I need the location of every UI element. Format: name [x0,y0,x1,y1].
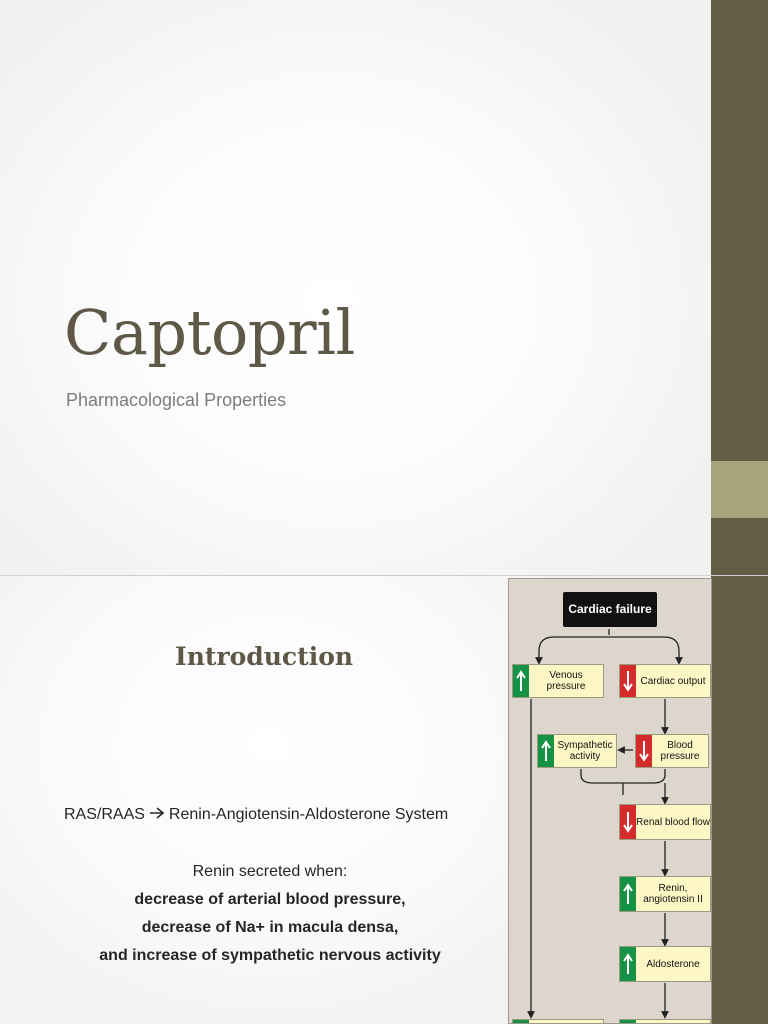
ras-full: Renin-Angiotensin-Aldosterone System [168,806,449,823]
renin-intro: Renin secreted when: [192,863,348,880]
introduction-slide [0,576,768,1024]
cardiac-failure-diagram [508,578,712,1024]
down-arrow-icon [620,665,636,697]
ras-abbrev: RAS/RAAS [64,806,145,823]
condition-item: decrease of arterial blood pressure, [134,891,406,908]
sidebar-band [711,576,768,1024]
up-arrow-icon [513,1020,529,1024]
down-arrow-icon [620,805,636,839]
sympathetic-activity-node: Sympathetic activity [537,734,617,768]
up-arrow-icon [620,947,636,981]
venous-pressure-node: Venous pressure [512,664,604,698]
up-arrow-icon [620,877,636,911]
slide-subtitle: Pharmacological Properties [66,390,287,410]
slide-heading: Introduction [175,642,354,671]
right-arrow-icon [149,806,165,824]
sidebar-accent-block [711,461,768,518]
blood-pressure-node: Blood pressure [635,734,709,768]
renal-blood-flow-node: Renal blood flow [619,804,711,840]
partial-node [512,1019,604,1024]
up-arrow-icon [513,665,529,697]
cardiac-failure-node: Cardiac failure [563,592,657,627]
condition-item: and increase of sympathetic nervous activity [99,947,441,964]
up-arrow-icon [538,735,554,767]
down-arrow-icon [636,735,652,767]
partial-node [619,1019,711,1024]
up-arrow-icon [620,1020,636,1024]
renin-conditions [60,858,480,970]
ras-definition [64,806,448,824]
aldosterone-node: Aldosterone [619,946,711,982]
slide-title: Captopril [64,296,355,369]
cardiac-output-node: Cardiac output [619,664,711,698]
renin-angiotensin-node: Renin, angiotensin II [619,876,711,912]
condition-item: decrease of Na+ in macula densa, [141,919,399,936]
